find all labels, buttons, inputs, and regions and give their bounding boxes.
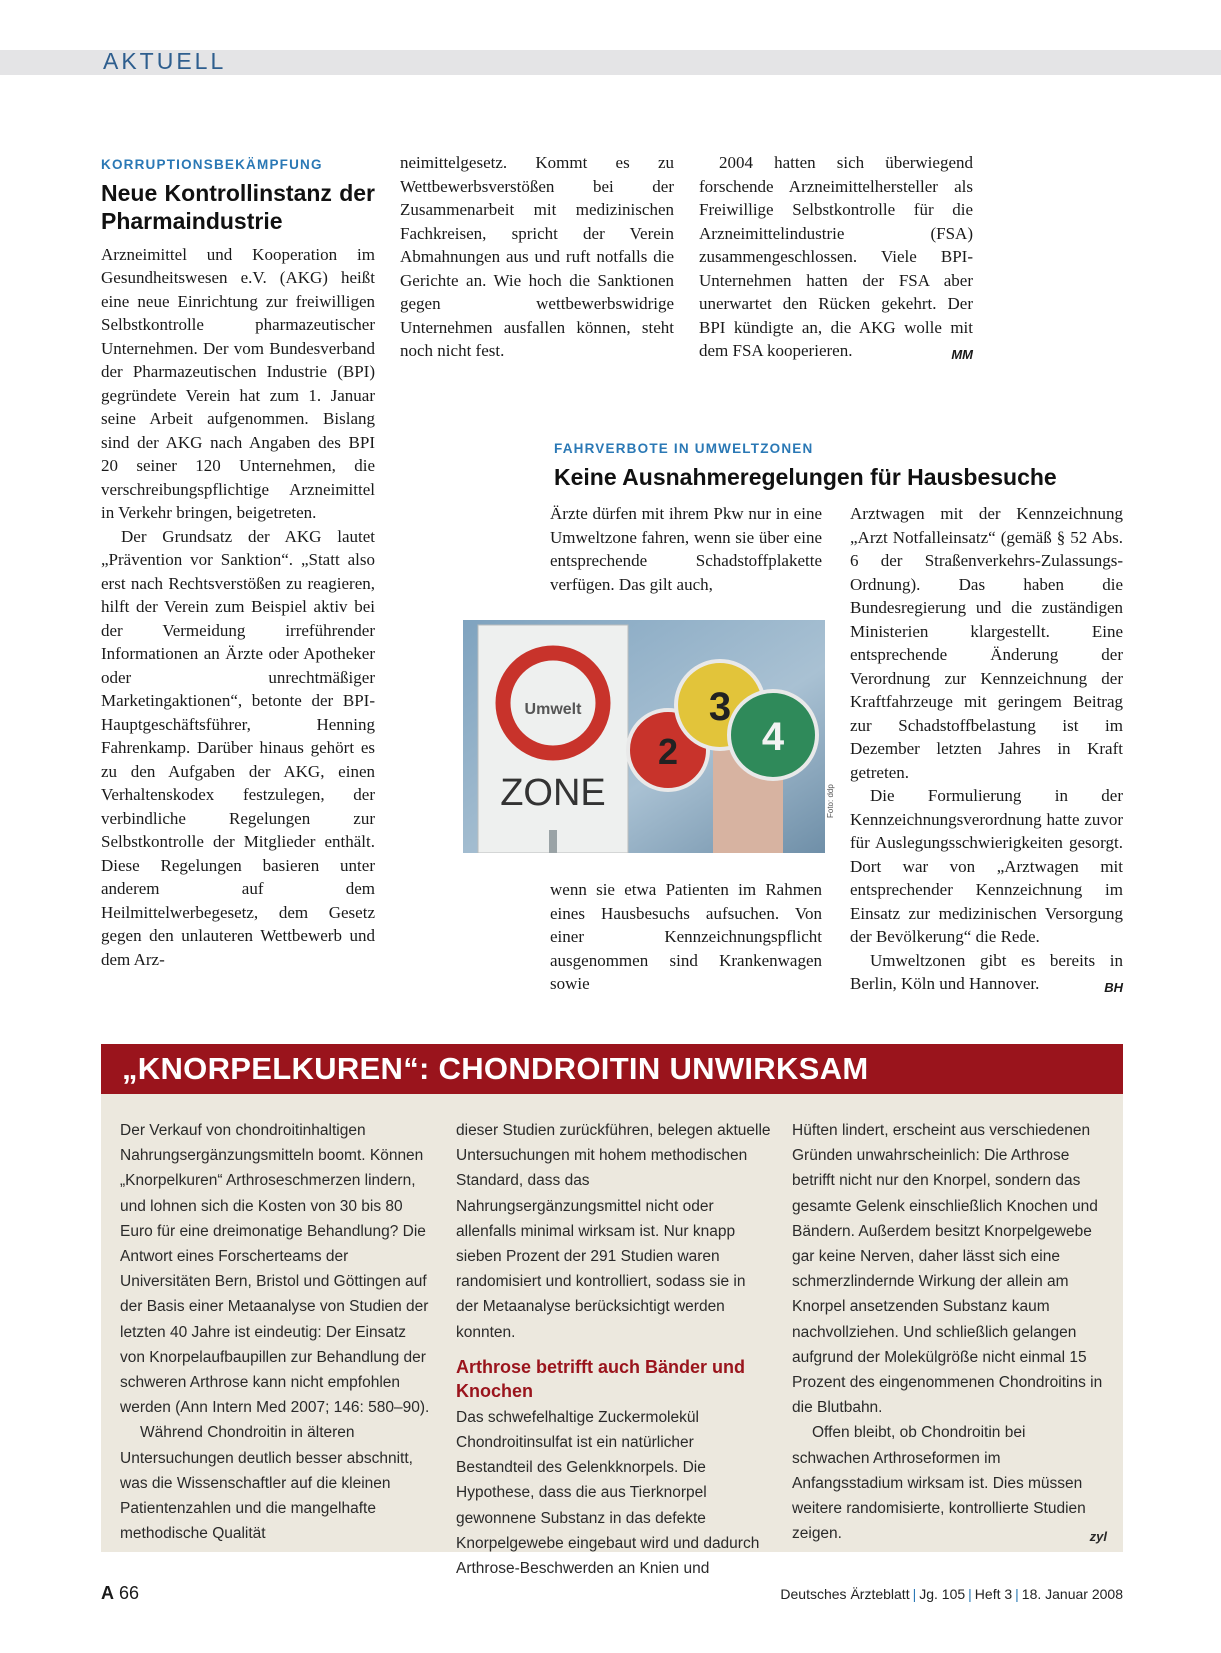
article3-paragraph: Der Verkauf von chondroitinhaltigen Nahrungsergänzungsmitteln boomt. Können „Knorpelkuren“ Arthroseschmerzen lindern, und lohnen sich die Kosten von 30 bis 80 Euro für eine dreimonatige Behandlung? Die Antwort eines Forscherteams der Universitäten Bern, Bristol und Göttingen auf der Basis einer Metaanalyse von Studien der letzten 40 Jahre ist eindeutig: Der Einsatz von Knorpelaufbaupillen zur Behandlung der schweren Arthrose kann nicht empfohlen werden (Ann Intern Med 2007; 146: 580–90). bbox=[120, 1122, 430, 1417]
umweltzone-photo-image bbox=[463, 620, 825, 853]
sign-top-text: Umwelt bbox=[524, 701, 582, 718]
article2-paragraph: wenn sie etwa Patienten im Rahmen eines Hausbesuchs aufsuchen. Von einer Kennzeichnungspflicht ausgenommen sind Krankenwagen sowie bbox=[550, 880, 822, 993]
knorpelkuren-title: „KNORPELKUREN“: CHONDROITIN UNWIRKSAM bbox=[122, 1051, 869, 1086]
article2-paragraph: Ärzte dürfen mit ihrem Pkw nur in eine Umweltzone fahren, wenn sie über eine entsprechende Schadstoffplakette verfügen. Das gilt auch, bbox=[550, 504, 822, 594]
separator: | bbox=[1015, 1586, 1019, 1602]
article3-paragraph: Hüften lindert, erscheint aus verschiedenen Gründen unwahrscheinlich: Die Arthrose betrifft nicht nur den Knorpel, sondern das gesamte Gelenk einschließlich Knochen und Bändern. Außerdem besitzt Knorpelgewebe gar keine Nerven, daher lässt sich eine schmerzlindernde Wirkung der allein am Knorpel ansetzenden Substanz kaum nachvollziehen. Und schließlich gelangen aufgrund der Molekülgröße nicht einmal 15 Prozent des eingenommenen Chondroitins in die Blutbahn. bbox=[792, 1122, 1103, 1417]
article1-column-2 bbox=[400, 151, 674, 363]
article2-paragraph: Die Formulierung in der Kennzeichnungsverordnung hatte zuvor für Auslegungsschwierigkeiten gesorgt. Dort war von „Arztwagen mit entsprechender Kennzeichnung im Einsatz zur medizinischen Versorgung der Bevölkerung“ die Rede. bbox=[850, 786, 1123, 946]
article2-headline: Keine Ausnahmeregelungen für Hausbesuche bbox=[554, 463, 1057, 490]
article3-paragraph: dieser Studien zurückführen, belegen aktuelle Untersuchungen mit hohem methodischen Standard, dass das Nahrungsergänzungsmittel nicht oder allenfalls minimal wirksam ist. Nur knapp sieben Prozent der 291 Studien waren randomisiert und kontrolliert, sodass sie in der Metaanalyse berücksichtigt werden konnten. bbox=[456, 1122, 771, 1341]
sticker-number: 4 bbox=[761, 715, 785, 759]
sign-bottom-text: ZONE bbox=[500, 772, 606, 814]
sticker-number: 3 bbox=[708, 685, 732, 729]
article3-paragraph: Offen bleibt, ob Chondroitin bei schwachen Arthroseformen im Anfangsstadium wirksam ist. Dies müssen weitere randomisierte, kontrollierte Studien zeigen. bbox=[792, 1424, 1086, 1543]
article1-kicker: KORRUPTIONSBEKÄMPFUNG bbox=[101, 157, 323, 172]
photo-credit: Foto: ddp bbox=[826, 784, 835, 818]
article2-column-1-bottom bbox=[550, 878, 822, 996]
separator: | bbox=[968, 1586, 972, 1602]
sticker-number: 2 bbox=[657, 731, 679, 772]
article1-paragraph: 2004 hatten sich überwiegend forschende Arzneimittelhersteller als Freiwillige Selbstkontrolle für die Arzneimittelindustrie (FSA) zusammengeschlossen. Viele BPI-Unternehmen hatten der FSA aber unerwartet den Rücken gekehrt. Der BPI kündigte an, die AKG wolle mit dem FSA kooperieren. bbox=[699, 153, 973, 360]
separator: | bbox=[912, 1586, 917, 1602]
page-letter: A bbox=[101, 1583, 114, 1603]
article2-paragraph: Umweltzonen gibt es bereits in Berlin, Köln und Hannover. bbox=[850, 950, 1123, 993]
article1-column-3 bbox=[699, 151, 973, 366]
section-label: AKTUELL bbox=[103, 48, 227, 74]
article1-paragraph: neimittelgesetz. Kommt es zu Wettbewerbsverstößen bei der Zusammenarbeit mit medizinischen Fachkreisen, spricht der Verein Abmahnungen aus und ruft notfalls die Gerichte an. Wie hoch die Sanktionen gegen wettbewerbswidrige Unternehmen ausfallen können, steht noch nicht fest. bbox=[400, 153, 674, 360]
article3-column-1 bbox=[120, 1118, 435, 1546]
article3-column-2 bbox=[456, 1118, 771, 1581]
article2-heading bbox=[554, 437, 1114, 499]
journal-issue: Heft 3 bbox=[974, 1586, 1013, 1602]
journal-date: 18. Januar 2008 bbox=[1021, 1586, 1123, 1602]
article1-paragraph: Der Grundsatz der AKG lautet „Prävention vor Sanktion“. „Statt also erst nach Rechtsverstößen zu reagieren, hilft der Verein zum Beispiel aktiv bei der Vermeidung irreführender Informationen an Ärzte oder Apotheker oder unrechtmäßiger Marketingaktionen“, betonte der BPI-Hauptgeschäftsführer, Henning Fahrenkamp. Darüber hinaus gehört es zu den Aufgaben der AKG, einen Verhaltenskodex festzulegen, der verbindliche Regelungen zur Selbstkontrolle der Mitglieder enthält. Diese Regelungen basieren unter anderem auf dem Heilmittelwerbegesetz, dem Gesetz gegen den unlauteren Wettbewerb und dem Arz- bbox=[101, 526, 375, 969]
article2-column-1-top bbox=[550, 502, 822, 596]
journal-volume: Jg. 105 bbox=[919, 1586, 966, 1602]
page-number bbox=[101, 1583, 139, 1604]
article3-column-3 bbox=[792, 1118, 1107, 1550]
article2-column-2 bbox=[850, 502, 1123, 999]
article3-paragraph: Das schwefelhaltige Zuckermolekül Chondroitinsulfat ist ein natürlicher Bestandteil des Gelenkknorpels. Die Hypothese, dass die aus Tierknorpel gewonnene Substanz in das defekte Knorpelgewebe eingebaut wird und dadurch Arthrose-Beschwerden an Knien und bbox=[456, 1408, 760, 1578]
journal-name: Deutsches Ärzteblatt bbox=[780, 1586, 910, 1602]
article3-paragraph: Während Chondroitin in älteren Untersuchungen deutlich besser abschnitt, was die Wissenschaftler auf die kleinen Patientenzahlen und die mangelhafte methodische Qualität bbox=[120, 1424, 413, 1543]
article3-subhead: Arthrose betrifft auch Bänder und Knochen bbox=[456, 1356, 746, 1401]
article2-paragraph: Arztwagen mit der Kennzeichnung „Arzt Notfalleinsatz“ (gemäß § 52 Abs. 6 der Straßenverkehrs-Zulassungs-Ordnung). Das haben die Bundesregierung und die zuständigen Ministerien klargestellt. Eine entsprechende Änderung der Verordnung zur Kennzeichnung der Kraftfahrzeuge mit geringem Beitrag zur Schadstoffbelastung ist im Dezember letzten Jahres in Kraft getreten. bbox=[850, 504, 1123, 782]
article1-paragraph: Arzneimittel und Kooperation im Gesundheitswesen e.V. (AKG) heißt eine neue Einrichtung zur freiwilligen Selbstkontrolle pharmazeutischer Unternehmen. Der vom Bundesverband der Pharmazeutischen Industrie (BPI) gegründete Verein hat zum 1. Januar seine Arbeit aufgenommen. Bislang sind der AKG nach Angaben des BPI 20 seiner 120 Unternehmen, die verschreibungspflichtige Arzneimittel in Verkehr bringen, beigetreten. bbox=[101, 244, 375, 522]
article1-column-1 bbox=[101, 153, 375, 971]
page-number-value: 66 bbox=[119, 1583, 140, 1603]
article1-signature: MM bbox=[951, 346, 973, 362]
article2-signature: BH bbox=[1104, 979, 1123, 995]
article1-headline: Neue Kontrollinstanz der Pharmaindustrie bbox=[101, 179, 375, 234]
article3-signature: zyl bbox=[1089, 1529, 1107, 1545]
article2-kicker: FAHRVERBOTE IN UMWELTZONEN bbox=[554, 441, 814, 456]
journal-info bbox=[780, 1586, 1123, 1602]
umweltzone-photo bbox=[463, 620, 825, 853]
